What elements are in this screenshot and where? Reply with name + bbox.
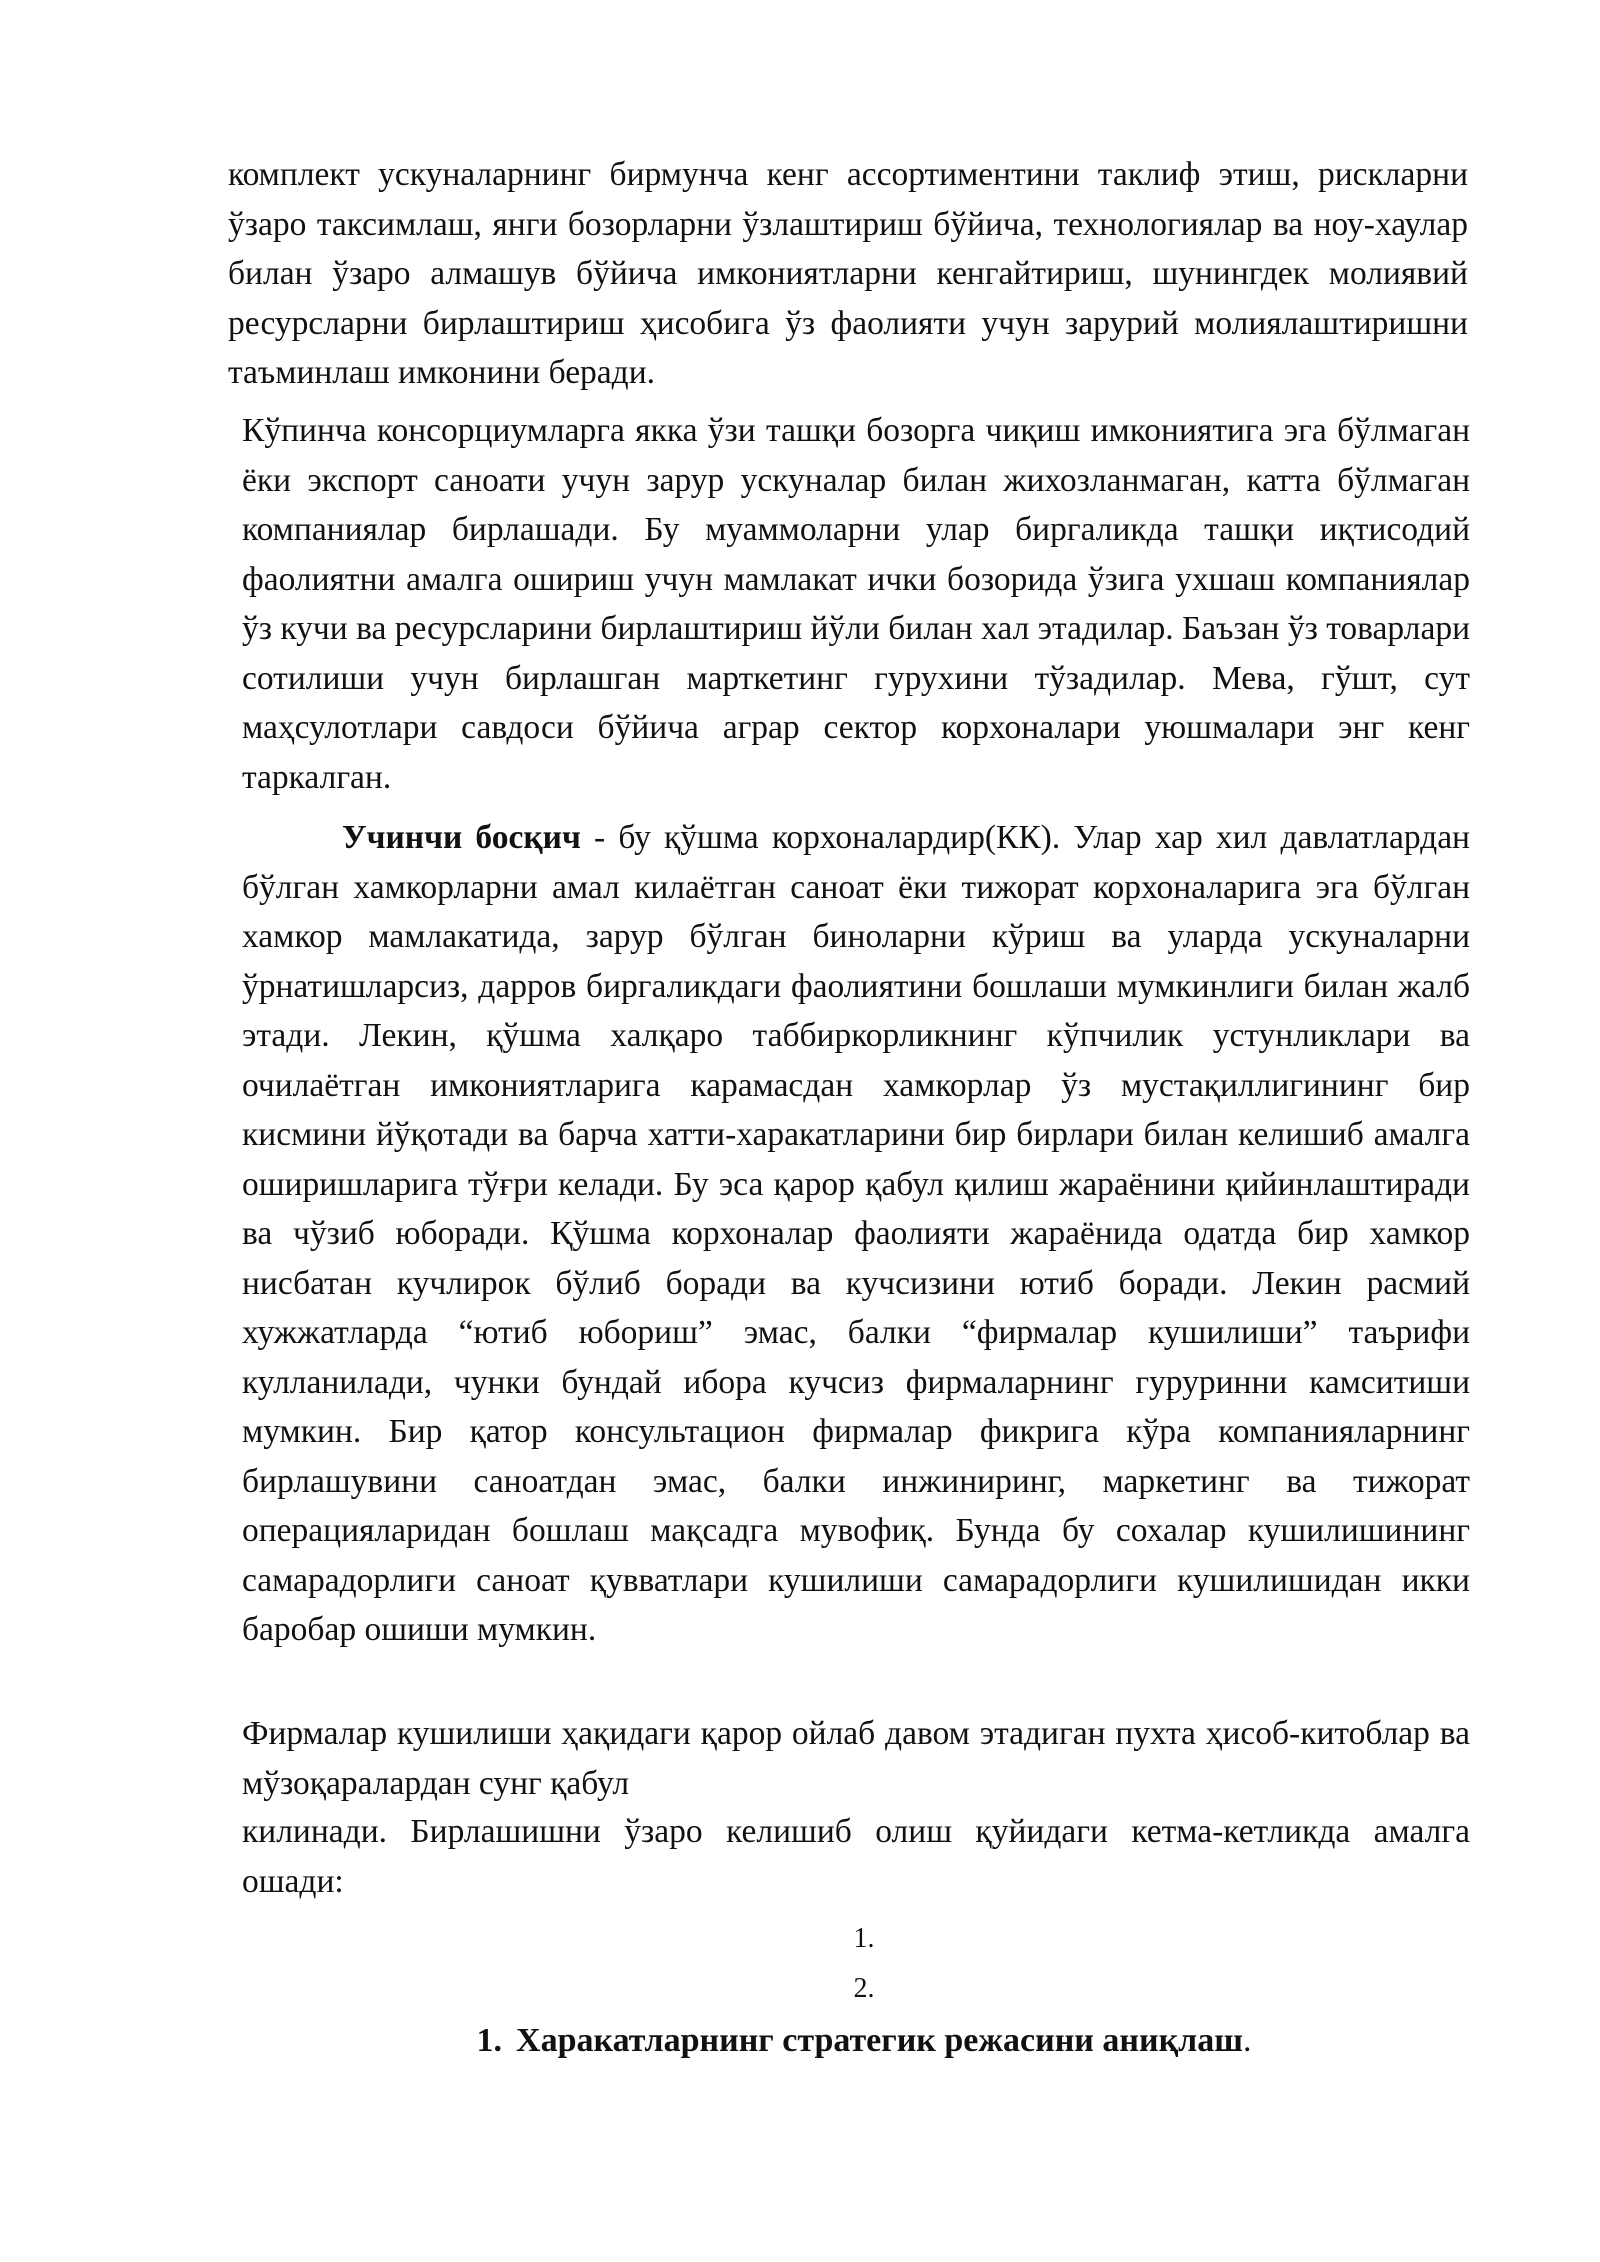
paragraph-third-stage — [242, 813, 1470, 1655]
paragraph-merger-sequence: килинади. Бирлашишни ўзаро келишиб олиш қуйидаги кетма-кетликда амалга ошади: — [242, 1813, 1470, 1900]
list-marker-2: 2. — [853, 1973, 875, 2004]
section-heading — [0, 2017, 1600, 2065]
section-heading-text: Харакатларнинг стратегик режасини аниқлаш — [516, 2022, 1243, 2059]
section-heading-period: . — [1242, 2022, 1252, 2059]
paragraph-consortium-members: Кўпинча консорциумларга якка ўзи ташқи бозорга чиқиш имкониятига эга бўлмаган ёки экспорт саноати учун зарур ускуналар билан жихозланмаган, катта бўлмаган компаниялар бирлашади. Бу муаммоларни улар биргаликда ташқи иқтисодий фаолиятни амалга ошириш учун мамлакат ички бозорида ўзига ухшаш компаниялар ўз кучи ва ресурсларини бирлаштириш йўли билан хал этадилар. Баъзан ўз товарлари сотилиши учун бирлашган марткетинг гурухини тўзадилар. Мева, гўшт, сут маҳсулотлари савдоси бўйича аграр сектор корхоналари уюшмалари энг кенг таркалган. — [242, 412, 1470, 796]
paragraph-consortium-benefits: комплект ускуналарнинг бирмунча кенг ассортиментини таклиф этиш, рискларни ўзаро таксимлаш, янги бозорларни ўзлаштириш бўйича, технологиялар ва ноу-хаулар билан ўзаро алмашув бўйича имкониятларни кенгайтириш, шунингдек молиявий ресурсларни бирлаштириш ҳисобига ўз фаолияти учун зарурий молиялаштиришни таъминлаш имконини беради. — [228, 156, 1468, 391]
paragraph-merger-decision: Фирмалар кушилиши ҳақидаги қарор ойлаб давом этадиган пухта ҳисоб-китоблар ва мўзоқаралардан сунг қабул — [242, 1715, 1470, 1802]
list-marker-1: 1. — [853, 1923, 875, 1954]
third-stage-term: Учинчи босқич — [342, 819, 581, 856]
third-stage-text: - бу қўшма корхоналардир(КК). Улар хар хил давлатлардан бўлган хамкорларни амал килаётган саноат ёки тижорат корхоналарига эга бўлган хамкор мамлакатида, зарур бўлган биноларни кўриш ва уларда ускуналарни ўрнатишларсиз, дарров биргаликдаги фаолиятини бошлаши мумкинлиги билан жалб этади. Лекин, қўшма халқаро таббиркорликнинг кўпчилик устунликлари ва очилаётган имкониятларига карамасдан хамкорлар ўз мустақиллигининг бир кисмини йўқотади ва барча хатти-харакатларини бир бирлари билан келишиб амалга оширишларига тўғри келади. Бу эса қарор қабул қилиш жараёнини қийинлаштиради ва чўзиб юборади. Қўшма корхоналар фаолияти жараёнида одатда бир хамкор нисбатан кучлирок бўлиб боради ва кучсизини ютиб боради. Лекин расмий хужжатларда “ютиб юбориш” эмас, балки “фирмалар кушилиши” таърифи кулланилади, чунки бундай ибора кучсиз фирмаларнинг гуруринни камситиши мумкин. Бир қатор консультацион фирмалар фикрига кўра компанияларнинг бирлашувини саноатдан эмас, балки инжиниринг, маркетинг ва тижорат операцияларидан бошлаш мақсадга мувофиқ. Бунда бу сохалар кушилишининг самарадорлиги саноат қувватлари кушилиши самарадорлиги кушилишидан икки баробар ошиши мумкин. — [242, 819, 1470, 1648]
section-heading-number: 1. — [476, 2022, 503, 2059]
